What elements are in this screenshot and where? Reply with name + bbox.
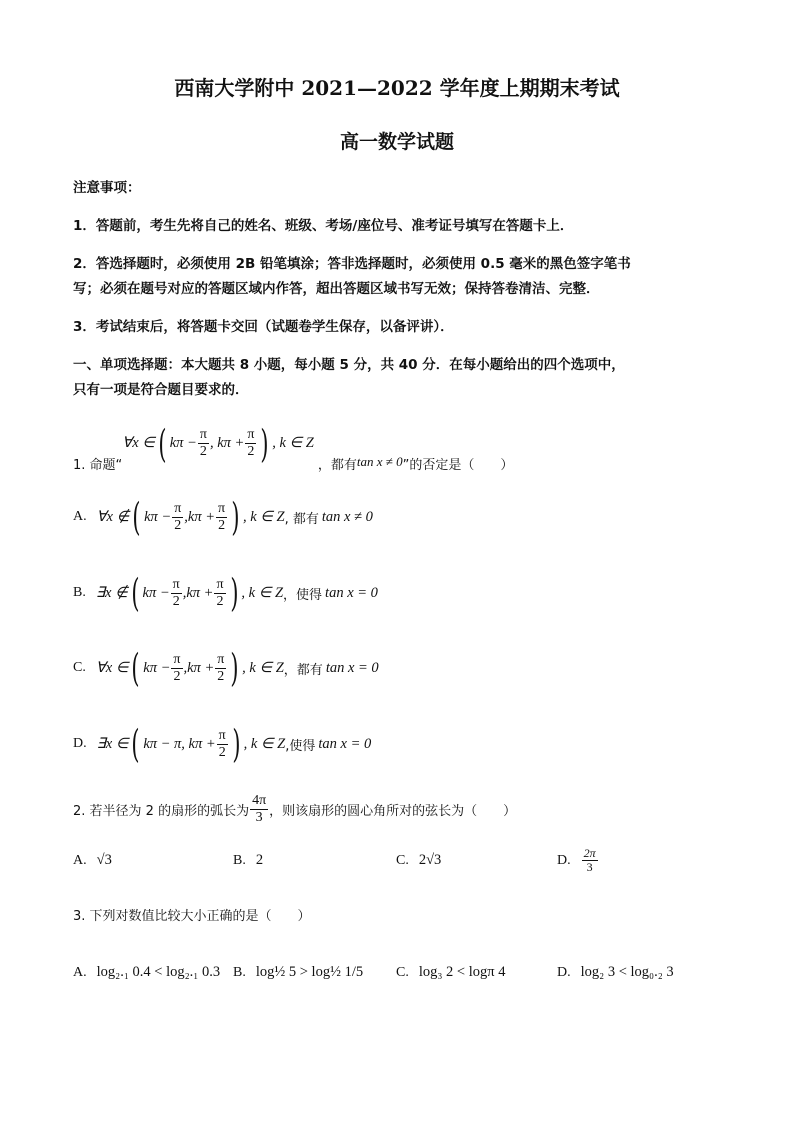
fraction-denominator: 3 <box>586 860 593 874</box>
q1-stem <box>73 421 514 473</box>
option-tail: , k ∈ Z <box>242 659 284 676</box>
q2-prefix: 2. 若半径为 2 的扇形的弧长为 <box>73 804 250 819</box>
q3-option-d[interactable] <box>557 964 674 981</box>
fraction-denominator: 3 <box>255 810 263 825</box>
option-end: tan x = 0 <box>325 584 378 601</box>
option-value: log₂.₁ 0.4 < log₂.₁ 0.3 <box>96 964 221 980</box>
fraction-numerator: 4π <box>252 793 267 808</box>
option-value: log₂ 3 < log₀.₂ 3 <box>580 964 674 980</box>
option-value: log½ 5 > log½ 1/5 <box>255 964 364 980</box>
option-text: , 都有 <box>284 511 319 527</box>
option-left-term: kπ − <box>143 659 171 676</box>
option-left-term: kπ − <box>144 508 172 525</box>
option-right-term: kπ + <box>187 659 215 676</box>
option-label: D. <box>557 852 571 868</box>
notes-heading: 注意事项： <box>73 180 141 196</box>
option-value: 2√3 <box>418 852 442 868</box>
option-left-term: kπ − <box>142 584 170 601</box>
q2-option-b[interactable] <box>233 852 263 869</box>
q3-option-a[interactable] <box>73 964 220 981</box>
option-text: ，都有 <box>283 662 323 678</box>
option-end: tan x ≠ 0 <box>321 508 373 525</box>
option-right-term: kπ + <box>187 508 216 525</box>
option-label: B. <box>73 585 86 600</box>
q1-option-b[interactable]: B. ∃x ∉ ( kπ − $\frac{\pi}{2}$ , kπ + $\frac{\pi}{2}$ ) , k ∈ Z ，使得 tan x = 0 <box>73 571 378 615</box>
option-label: C. <box>396 964 409 980</box>
option-label: B. <box>233 852 246 868</box>
q1-middle: ，都有 <box>317 458 357 473</box>
option-value: √3 <box>96 852 112 868</box>
notes-item-2-line-2: 写；必须在题号对应的答题区域内作答，超出答题区域书写无效；保持答卷清洁、完整． <box>73 281 600 297</box>
option-label: A. <box>73 509 87 524</box>
option-tail: , k ∈ Z <box>241 584 284 601</box>
option-quantifier: ∃x ∉ <box>95 584 128 601</box>
q1-prefix: 1. 命题“ <box>73 458 123 473</box>
option-label: D. <box>73 736 87 751</box>
q3-stem: 3. 下列对数值比较大小正确的是（ ） <box>73 909 311 924</box>
q1-option-d[interactable]: D. ∃x ∈ ( kπ − π, kπ + $\frac{\pi}{2}$ ) , k ∈ Z ,使得 tan x = 0 <box>73 722 372 766</box>
option-label: B. <box>233 964 246 980</box>
option-fraction <box>582 847 598 874</box>
option-text: ，使得 <box>283 587 323 603</box>
option-quantifier: ∀x ∈ <box>95 659 129 676</box>
q1-condition: tan x ≠ 0 <box>356 453 403 469</box>
exam-title: 西南大学附中 2021—2022 学年度上期期末考试 <box>174 76 620 100</box>
option-left-term: kπ − π, kπ + <box>143 735 216 752</box>
option-end: tan x = 0 <box>325 659 379 676</box>
option-quantifier: ∀x ∉ <box>96 508 130 525</box>
notes-item-2-line-1: 2．答选择题时，必须使用 2B 铅笔填涂；答非选择题时，必须使用 0.5 毫米的黑色签字笔书 <box>73 256 631 272</box>
option-value: log₃ 2 < logπ 4 <box>418 964 506 980</box>
section1-line-1: 一、单项选择题：本大题共 8 小题，每小题 5 分，共 40 分．在每小题给出的四个选项中， <box>73 357 625 373</box>
notes-item-1: 1．答题前，考生先将自己的姓名、班级、考场/座位号、准考证号填写在答题卡上． <box>73 218 574 234</box>
q1-option-c[interactable]: C. ∀x ∈ ( kπ − $\frac{\pi}{2}$ , kπ + $\frac{\pi}{2}$ ) , k ∈ Z ，都有 tan x = 0 <box>73 646 379 690</box>
option-value: 2 <box>255 852 264 868</box>
option-text: ,使得 <box>285 738 316 754</box>
q2-option-d[interactable] <box>557 847 599 874</box>
option-label: A. <box>73 964 87 980</box>
option-tail: , k ∈ Z <box>242 508 285 525</box>
q1-option-a[interactable]: A. ∀x ∉ ( kπ − $\frac{\pi}{2}$ , kπ + $\frac{\pi}{2}$ ) , k ∈ Z , 都有 tan x ≠ 0 <box>73 495 373 539</box>
option-end: tan x = 0 <box>318 735 372 752</box>
q3-option-b[interactable] <box>233 964 363 981</box>
q3-option-c[interactable] <box>396 964 505 981</box>
exam-subtitle: 高一数学试题 <box>339 131 454 153</box>
option-tail: , k ∈ Z <box>243 735 286 752</box>
q1-suffix: ”的否定是（ ） <box>402 458 514 473</box>
option-label: C. <box>73 660 86 675</box>
option-quantifier: ∃x ∈ <box>96 735 129 752</box>
option-label: C. <box>396 852 409 868</box>
q2-option-a[interactable] <box>73 852 112 869</box>
option-label: A. <box>73 852 87 868</box>
q2-arc-length-fraction <box>250 793 268 826</box>
notes-item-3: 3．考试结束后，将答题卡交回（试题卷学生保存，以备评讲）． <box>73 319 454 335</box>
section1-line-2: 只有一项是符合题目要求的． <box>73 382 249 398</box>
fraction-numerator: 2π <box>583 846 596 860</box>
q2-stem <box>73 793 516 826</box>
q2-option-c[interactable] <box>396 852 441 869</box>
option-label: D. <box>557 964 571 980</box>
q2-suffix: ，则该扇形的圆心角所对的弦长为（ ） <box>269 804 517 819</box>
q1-domain-expression: ∀x ∈ ( kπ − $\frac{\pi}{2}$ , kπ + $\frac{\pi}{2}$ ) , k ∈ Z <box>122 421 314 466</box>
option-right-term: kπ + <box>186 584 214 601</box>
